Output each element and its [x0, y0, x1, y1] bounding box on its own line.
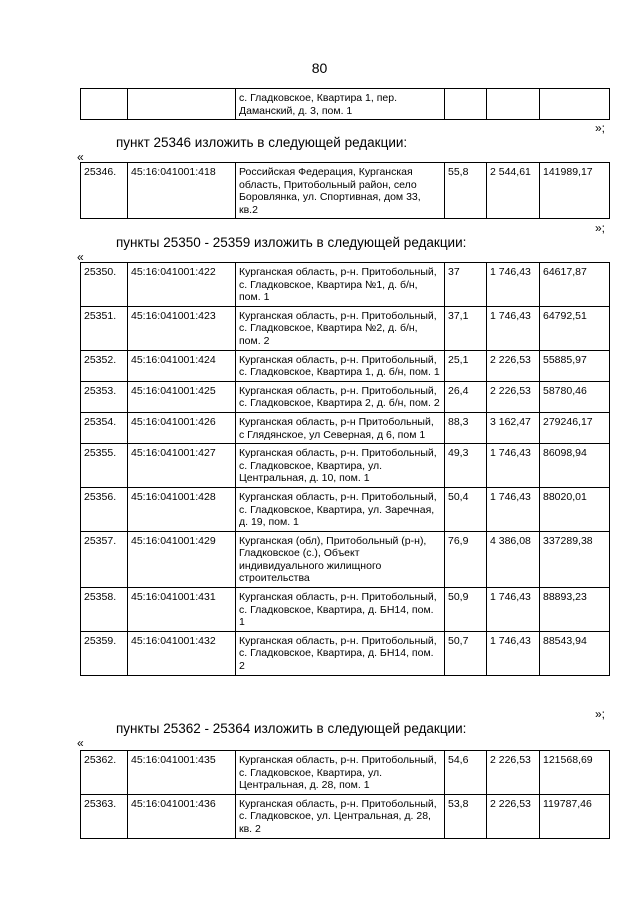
- address-cell: Курганская область, р-н Притобольный, с Глядянское, ул Северная, д 6, пом 1: [236, 412, 445, 443]
- value-cell: [540, 89, 610, 120]
- rate-cell: 2 226,53: [487, 794, 540, 838]
- table-row: [81, 381, 610, 412]
- rate-cell: [487, 89, 540, 120]
- address-cell: Курганская область, р-н. Притобольный, с. Гладковское, Квартира, ул. Центральная, д. 28, пом. 1: [236, 751, 445, 795]
- area-cell: 54,6: [445, 751, 487, 795]
- address-cell: Курганская область, р-н. Притобольный, с. Гладковское, Квартира, д. БН14, пом. 2: [236, 631, 445, 675]
- cadastral-number-cell: 45:16:041001:436: [128, 794, 236, 838]
- value-cell: 337289,38: [540, 531, 610, 587]
- table-row: [81, 588, 610, 632]
- cadastral-number-cell: 45:16:041001:432: [128, 631, 236, 675]
- cadastral-table: [80, 262, 610, 676]
- rate-cell: 2 226,53: [487, 350, 540, 381]
- row-number-cell: 25357.: [81, 531, 128, 587]
- value-cell: 64792,51: [540, 306, 610, 350]
- area-cell: 53,8: [445, 794, 487, 838]
- rate-cell: 2 544,61: [487, 163, 540, 219]
- value-cell: 121568,69: [540, 751, 610, 795]
- value-cell: 141989,17: [540, 163, 610, 219]
- table-row: [81, 89, 610, 120]
- value-cell: 119787,46: [540, 794, 610, 838]
- table-row: [81, 794, 610, 838]
- row-number-cell: 25362.: [81, 751, 128, 795]
- cadastral-number-cell: 45:16:041001:431: [128, 588, 236, 632]
- address-cell: Курганская область, р-н. Притобольный, с. Гладковское, Квартира №1, д. б/н, пом. 1: [236, 263, 445, 307]
- section-heading: пункт 25346 изложить в следующей редакции:: [116, 135, 408, 150]
- address-cell: Курганская область, р-н. Притобольный, с. Гладковское, Квартира, д. БН14, пом. 1: [236, 588, 445, 632]
- cadastral-number-cell: 45:16:041001:427: [128, 444, 236, 488]
- row-number-cell: 25358.: [81, 588, 128, 632]
- rate-cell: 1 746,43: [487, 263, 540, 307]
- cadastral-table: [80, 750, 610, 839]
- area-cell: 50,7: [445, 631, 487, 675]
- rate-cell: 1 746,43: [487, 588, 540, 632]
- rate-cell: 1 746,43: [487, 631, 540, 675]
- value-cell: 64617,87: [540, 263, 610, 307]
- row-number-cell: 25350.: [81, 263, 128, 307]
- page-number: 80: [311, 60, 328, 76]
- address-cell: Курганская область, р-н. Притобольный, с. Гладковское, Квартира, ул. Центральная, д. 10, пом. 1: [236, 444, 445, 488]
- address-cell: с. Гладковское, Квартира 1, пер. Даманский, д. 3, пом. 1: [236, 89, 445, 120]
- address-cell: Российская Федерация, Курганская область, Притобольный район, село Боровлянка, ул. Спортивная, дом 33, кв.2: [236, 163, 445, 219]
- address-cell: Курганская область, р-н. Притобольный, с. Гладковское, Квартира 1, д. б/н, пом. 1: [236, 350, 445, 381]
- row-number-cell: 25352.: [81, 350, 128, 381]
- cadastral-number-cell: 45:16:041001:428: [128, 487, 236, 531]
- opening-quote: «: [77, 736, 84, 750]
- opening-quote: «: [77, 150, 84, 164]
- cadastral-number-cell: 45:16:041001:429: [128, 531, 236, 587]
- value-cell: 88020,01: [540, 487, 610, 531]
- cadastral-number-cell: 45:16:041001:426: [128, 412, 236, 443]
- value-cell: 279246,17: [540, 412, 610, 443]
- area-cell: 37,1: [445, 306, 487, 350]
- row-number-cell: 25351.: [81, 306, 128, 350]
- area-cell: 49,3: [445, 444, 487, 488]
- cadastral-number-cell: 45:16:041001:424: [128, 350, 236, 381]
- opening-quote: «: [77, 250, 84, 264]
- area-cell: 26,4: [445, 381, 487, 412]
- address-cell: Курганская область, р-н. Притобольный, с. Гладковское, Квартира 2, д. б/н, пом. 2: [236, 381, 445, 412]
- value-cell: 86098,94: [540, 444, 610, 488]
- address-cell: Курганская (обл), Притобольный (р-н), Гладковское (с.), Объект индивидуального жилищного строительства: [236, 531, 445, 587]
- cadastral-number-cell: 45:16:041001:422: [128, 263, 236, 307]
- table-row: [81, 263, 610, 307]
- rate-cell: 1 746,43: [487, 306, 540, 350]
- rate-cell: 2 226,53: [487, 751, 540, 795]
- cadastral-number-cell: 45:16:041001:418: [128, 163, 236, 219]
- section-heading: пункты 25350 - 25359 изложить в следующей редакции:: [116, 235, 467, 250]
- area-cell: 88,3: [445, 412, 487, 443]
- row-number-cell: 25363.: [81, 794, 128, 838]
- rate-cell: 3 162,47: [487, 412, 540, 443]
- row-number-cell: [81, 89, 128, 120]
- value-cell: 88543,94: [540, 631, 610, 675]
- rate-cell: 1 746,43: [487, 487, 540, 531]
- row-number-cell: 25346.: [81, 163, 128, 219]
- rate-cell: 2 226,53: [487, 381, 540, 412]
- value-cell: 88893,23: [540, 588, 610, 632]
- table-row: [81, 350, 610, 381]
- cadastral-number-cell: 45:16:041001:425: [128, 381, 236, 412]
- rate-cell: 4 386,08: [487, 531, 540, 587]
- row-number-cell: 25356.: [81, 487, 128, 531]
- table-row: [81, 751, 610, 795]
- value-cell: 55885,97: [540, 350, 610, 381]
- area-cell: 50,9: [445, 588, 487, 632]
- row-number-cell: 25354.: [81, 412, 128, 443]
- area-cell: 76,9: [445, 531, 487, 587]
- area-cell: 37: [445, 263, 487, 307]
- closing-quote: »;: [594, 707, 605, 721]
- row-number-cell: 25353.: [81, 381, 128, 412]
- section-heading: пункты 25362 - 25364 изложить в следующей редакции:: [116, 721, 467, 736]
- address-cell: Курганская область, р-н. Притобольный, с. Гладковское, Квартира, ул. Заречная, д. 19, пом. 1: [236, 487, 445, 531]
- table-row: [81, 487, 610, 531]
- area-cell: 55,8: [445, 163, 487, 219]
- address-cell: Курганская область, р-н. Притобольный, с. Гладковское, Квартира №2, д. б/н, пом. 2: [236, 306, 445, 350]
- rate-cell: 1 746,43: [487, 444, 540, 488]
- cadastral-number-cell: 45:16:041001:423: [128, 306, 236, 350]
- closing-quote: »;: [594, 221, 605, 235]
- area-cell: [445, 89, 487, 120]
- table-row: [81, 412, 610, 443]
- table-row: [81, 631, 610, 675]
- area-cell: 50,4: [445, 487, 487, 531]
- cadastral-number-cell: 45:16:041001:435: [128, 751, 236, 795]
- cadastral-table: [80, 162, 610, 219]
- table-row: [81, 306, 610, 350]
- top-fragment-table: [80, 88, 610, 120]
- closing-quote: »;: [594, 121, 605, 135]
- table-row: [81, 531, 610, 587]
- table-row: [81, 163, 610, 219]
- table-row: [81, 444, 610, 488]
- area-cell: 25,1: [445, 350, 487, 381]
- row-number-cell: 25355.: [81, 444, 128, 488]
- address-cell: Курганская область, р-н. Притобольный, с. Гладковское, ул. Центральная, д. 28, кв. 2: [236, 794, 445, 838]
- cadastral-number-cell: [128, 89, 236, 120]
- row-number-cell: 25359.: [81, 631, 128, 675]
- value-cell: 58780,46: [540, 381, 610, 412]
